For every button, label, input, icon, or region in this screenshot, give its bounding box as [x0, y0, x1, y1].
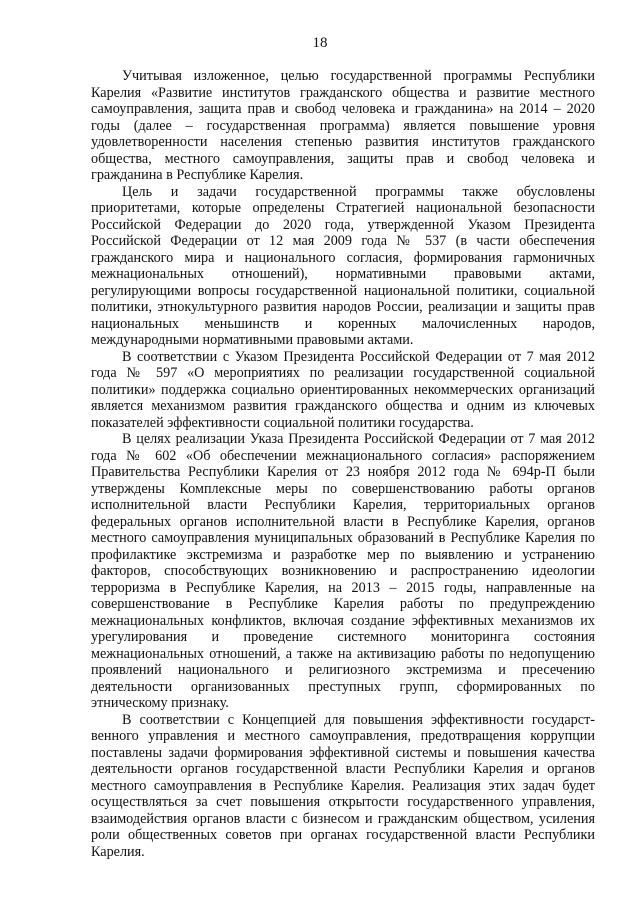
paragraph-decree-602: В целях реализации Указа Президента Российской Федерации от 7 мая 2012 года № 602 «Об обеспечении межнационального согласия» распоряжением Правительства Республики Карелия от 23 ноября 2012 года № 694р-П были утверждены Комплексные меры по совершенствованию работы органов исполнительной власти Республики Карелия, территориальных органов федеральных органов исполнительной власти в Республике Карелия, органов местного самоуправления муниципальных образований в Республике Карелия по профилактике экстремизма и разработке мер по выявлению и устранению факторов, способствующих возникновению и распространению идеологии терроризма в Республике Карелия, на 2013 – 2015 годы, направленные на совершенствование в Республике Карелия работы по предупреждению межнациональных конфликтов, включая создание эффективных механизмов их урегулирования и проведение системного мониторинга состояния межнациональных отношений, а также на активизацию работы по недопущению проявлений национального и религиозного экстремизма и пресечению деятельности организованных преступных групп, сформированных по этническому признаку. [91, 431, 595, 711]
paragraph-priorities: Цель и задачи государственной программы также обусловлены приоритетами, которые определены Стратегией национальной безопасности Российской Федерации до 2020 года, утвержденной Указом Президента Российской Федерации от 12 мая 2009 года № 537 (в части обеспечения гражданского мира и национального согласия, формирования гармоничных межнациональных отношений), нормативными правовыми актами, регулирующими вопросы государственной национальной политики, социальной политики, этнокультурного развития народов России, реализации и защиты прав национальных меньшинств и коренных малочисленных народов, международными нормативными правовыми актами. [91, 183, 595, 348]
page-number: 18 [312, 35, 328, 51]
paragraph-concept: В соответствии с Концепцией для повышения эффективности государственного управления и местного самоуправления, предотвращения коррупции поставлены задачи формирования эффективной системы и повышения качества деятельности органов государственной власти Республики Карелия и органов местного самоуправления в Республике Карелия. Реализация этих задач будет осуществляться за счет повышения открытости государственного управления, взаимодействия органов власти с бизнесом и гражданским обществом, усиления роли общественных советов при органах государственной власти Республики Карелия. [91, 711, 595, 860]
paragraph-decree-597: В соответствии с Указом Президента Российской Федерации от 7 мая 2012 года № 597 «О мероприятиях по реализации государственной социальной политики» поддержка социально ориентированных некоммерческих организаций является механизмом развития гражданского общества и одним из ключевых показателей эффективности социальной политики государства. [91, 348, 595, 431]
paragraph-goal: Учитывая изложенное, целью государственной программы Республики Карелия «Развитие институтов гражданского общества и развитие местного самоуправления, защита прав и свобод человека и гражданина» на 2014 – 2020 годы (далее – государственная программа) является повышение уровня удовлетворенности населения степенью развития институтов гражданского общества, местного самоуправления, защиты прав и свобод человека и гражданина в Республике Карелия. [91, 68, 595, 183]
document-body [91, 68, 595, 860]
